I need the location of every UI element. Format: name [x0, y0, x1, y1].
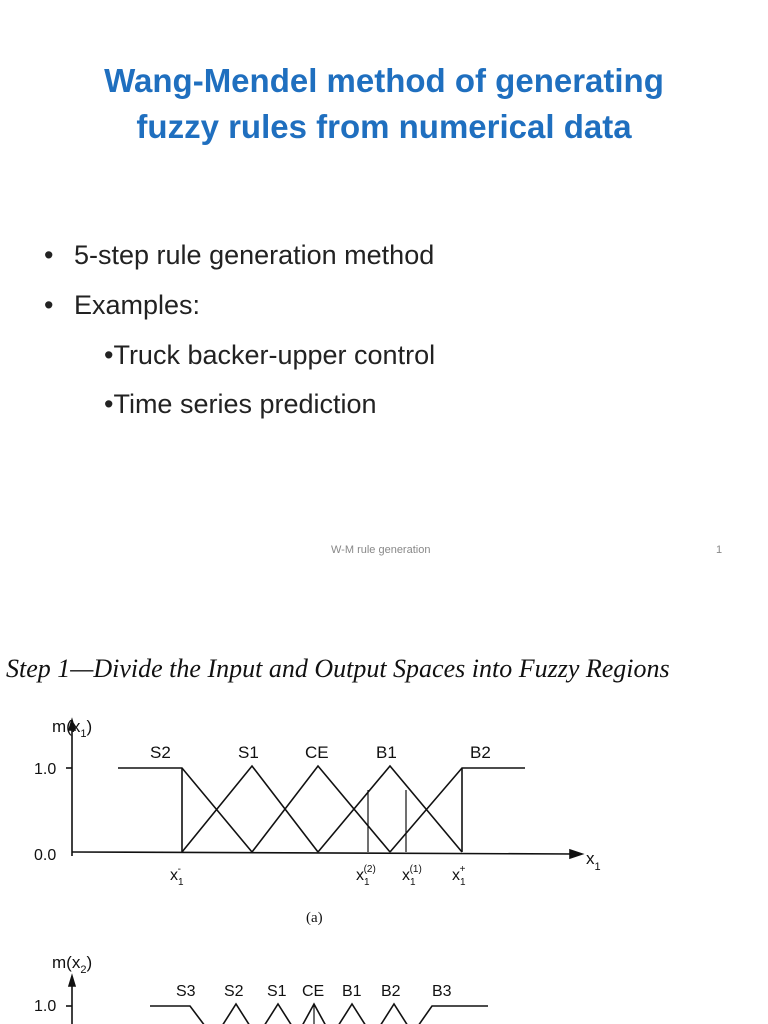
membership-function-figure: [0, 640, 768, 1024]
figure-a: [66, 720, 582, 858]
bullet-text: Examples:: [74, 290, 201, 320]
x-axis: [72, 852, 574, 854]
mf-B1: [318, 766, 462, 852]
bullet-symbol: •: [44, 290, 54, 320]
set-label-B3: B3: [432, 983, 452, 1000]
y-tick-label-top-b: 1.0: [34, 998, 57, 1015]
step-title: Step 1—Divide the Input and Output Spaces into Fuzzy Regions: [6, 654, 670, 683]
sub-bullet-item: [104, 389, 377, 420]
set-label-B1: B1: [376, 743, 397, 762]
y-axis-label: $m(x_1)$: [52, 717, 93, 740]
bullet-item: [44, 290, 200, 321]
set-label-B1-b: B1: [342, 983, 362, 1000]
page-number: 1: [716, 544, 723, 556]
bullet-text: Truck backer-upper control: [113, 340, 436, 370]
sub-bullet-item: [104, 340, 435, 371]
mf-CE: [252, 766, 390, 852]
title-line-2: fuzzy rules from numerical data: [136, 108, 632, 145]
bullet-symbol: •: [104, 389, 114, 419]
slide-2: [0, 640, 768, 1024]
set-label-S1-b: S1: [267, 983, 287, 1000]
x-sample-2-label: $x_1(2)$: [356, 864, 376, 888]
bullet-text: 5-step rule generation method: [74, 240, 435, 270]
mf-B2-b: [380, 1004, 408, 1024]
set-label-B2-b: B2: [381, 983, 401, 1000]
x-max-label: $x_1+$: [452, 864, 466, 888]
mf-S2-b: [222, 1004, 250, 1024]
mf-S1-b: [264, 1004, 292, 1024]
bullet-symbol: •: [104, 340, 114, 370]
x-min-label: $x_1-$: [170, 864, 184, 888]
x-axis-label: $x_1$: [586, 849, 601, 873]
title-line-1: Wang-Mendel method of generating: [104, 62, 664, 99]
bullet-item: [44, 240, 434, 271]
mf-B1-b: [338, 1004, 366, 1024]
set-label-B2: B2: [470, 743, 491, 762]
mf-B3: [418, 1006, 488, 1024]
bullet-symbol: •: [44, 240, 54, 270]
x-axis-arrow: [570, 850, 582, 858]
y-axis-label-b: $m(x_2)$: [52, 953, 93, 976]
set-label-S3: S3: [176, 983, 196, 1000]
mf-B2: [390, 768, 525, 852]
mf-S2: [118, 768, 252, 852]
mf-S3: [150, 1006, 205, 1024]
set-label-S1: S1: [238, 743, 259, 762]
footer-text: W-M rule generation: [331, 544, 431, 556]
mf-S1: [182, 766, 318, 852]
y-tick-label-top: 1.0: [34, 761, 57, 778]
y-axis-arrow-b: [69, 976, 75, 986]
slide-title: [0, 58, 768, 150]
bullet-text: Time series prediction: [113, 389, 377, 419]
set-label-S2-b: S2: [224, 983, 244, 1000]
figure-a-caption: (a): [306, 910, 323, 926]
y-tick-label-bottom: 0.0: [34, 847, 57, 864]
set-label-CE-b: CE: [302, 983, 325, 1000]
x-sample-1-label: $x_1(1)$: [402, 864, 422, 888]
set-label-CE: CE: [305, 743, 329, 762]
set-label-S2: S2: [150, 743, 171, 762]
